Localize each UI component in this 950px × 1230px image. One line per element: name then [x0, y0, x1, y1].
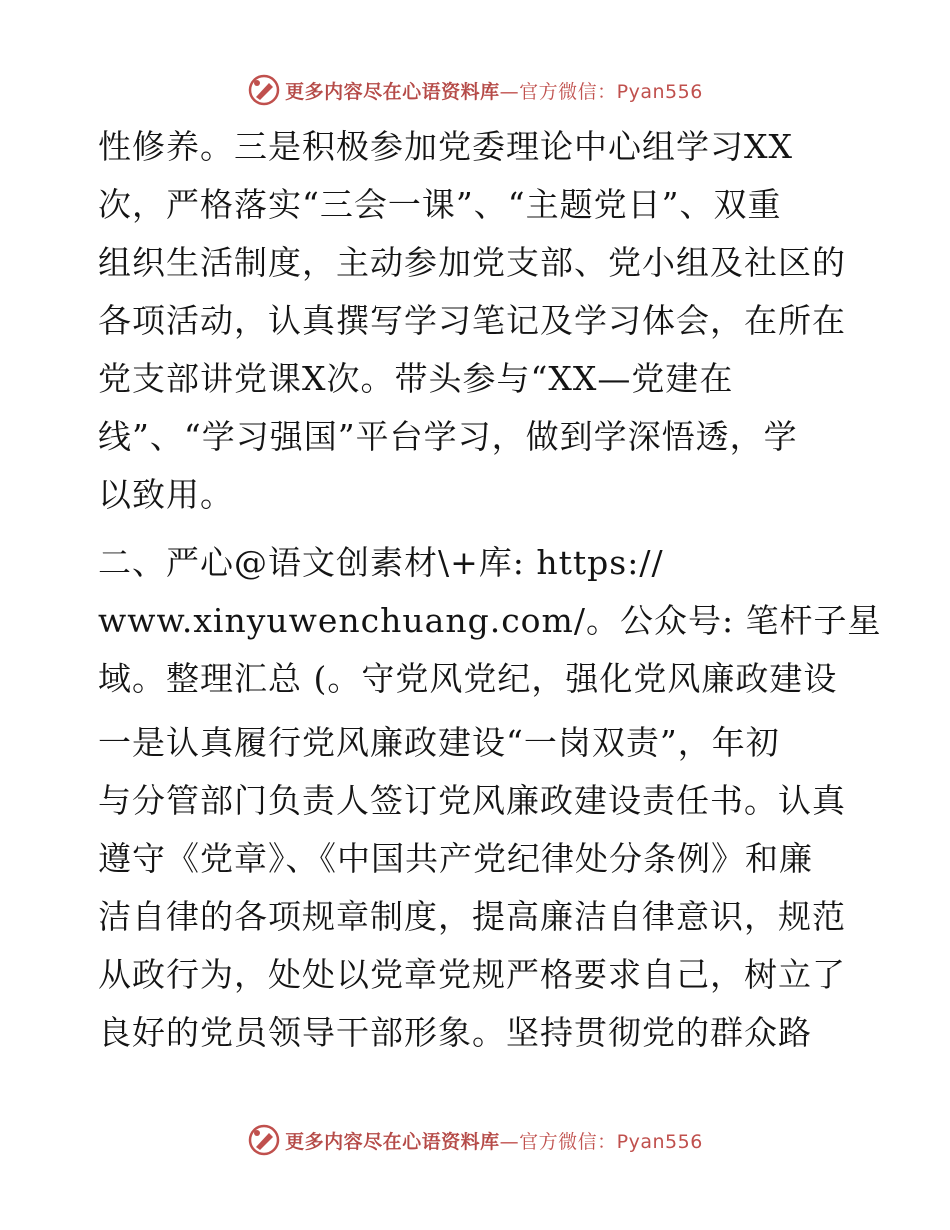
text-line: 良好的党员领导干部形象。坚持贯彻党的群众路	[98, 1013, 812, 1052]
text-line: 以致用。	[98, 475, 234, 514]
paragraph-1	[98, 118, 858, 524]
text-line: 线”、“学习强国”平台学习，做到学深悟透，学	[98, 417, 798, 456]
text-line: 党支部讲党课X次。带头参与“XX—党建在	[98, 359, 734, 398]
footer-banner	[0, 1120, 950, 1160]
paragraph-3	[98, 714, 858, 1062]
banner-lead: 更多内容尽在心语资料库	[285, 1130, 500, 1153]
text-line: 遵守《党章》、《中国共产党纪律处分条例》和廉	[98, 839, 813, 878]
text-line: 组织生活制度，主动参加党支部、党小组及社区的	[98, 243, 846, 282]
banner-lead: 更多内容尽在心语资料库	[285, 80, 500, 103]
logo-icon	[247, 1123, 281, 1157]
text-line: 各项活动，认真撰写学习笔记及学习体会，在所在	[98, 301, 846, 340]
text-line: 洁自律的各项规章制度，提高廉洁自律意识，规范	[98, 897, 846, 936]
banner-contact: —官方微信：Pyan556	[499, 1130, 703, 1153]
text-line: 二、严心@语文创素材\+库: https://	[98, 543, 664, 582]
text-line: 域。整理汇总 (。守党风党纪，强化党风廉政建设	[98, 659, 838, 698]
text-line: 性修养。三是积极参加党委理论中心组学习XX	[98, 127, 793, 166]
document-body	[98, 118, 882, 1062]
text-line: 与分管部门负责人签订党风廉政建设责任书。认真	[98, 781, 846, 820]
text-line: 从政行为，处处以党章党规严格要求自己，树立了	[98, 955, 846, 994]
logo-icon	[247, 73, 281, 107]
banner-text	[285, 77, 703, 104]
header-banner	[0, 70, 950, 110]
banner-contact: —官方微信：Pyan556	[499, 80, 703, 103]
text-line: 次，严格落实“三会一课”、“主题党日”、双重	[98, 185, 782, 224]
banner-text	[285, 1127, 703, 1154]
text-line: 一是认真履行党风廉政建设“一岗双责”，年初	[98, 723, 780, 762]
paragraph-gap	[98, 524, 858, 534]
text-line: www.xinyuwenchuang.com/。公众号: 笔杆子星	[98, 601, 882, 640]
paragraph-2	[98, 534, 882, 708]
